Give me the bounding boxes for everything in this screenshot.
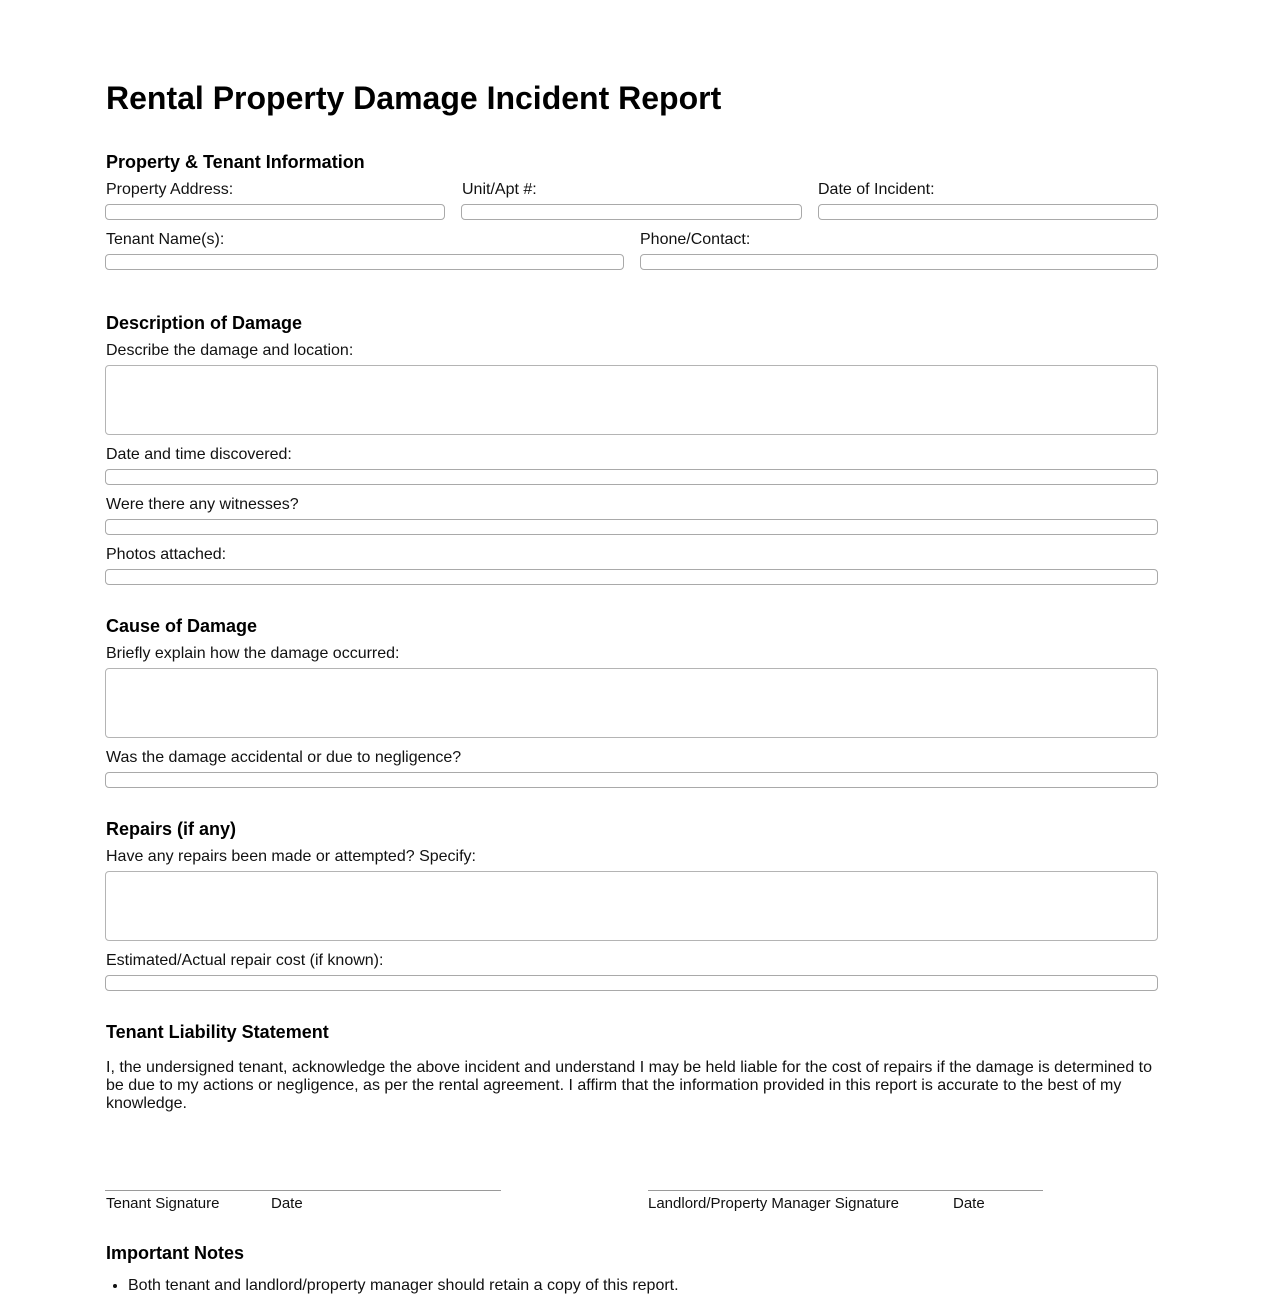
incident-date-input[interactable] <box>818 204 1158 220</box>
property-address-input[interactable] <box>105 204 445 220</box>
repairs-made-textarea[interactable] <box>105 871 1158 941</box>
tenant-date-label: Date <box>271 1195 303 1212</box>
unit-label: Unit/Apt #: <box>462 181 537 198</box>
tenant-name-input[interactable] <box>105 254 624 270</box>
repair-cost-label: Estimated/Actual repair cost (if known): <box>106 952 384 969</box>
cause-heading: Cause of Damage <box>106 616 258 636</box>
repair-cost-input[interactable] <box>105 975 1158 991</box>
cause-explain-label: Briefly explain how the damage occurred: <box>106 645 400 662</box>
incident-date-label: Date of Incident: <box>818 181 935 198</box>
cause-explain-textarea[interactable] <box>105 668 1158 738</box>
tenant-signature-label: Tenant Signature <box>106 1195 220 1212</box>
repairs-heading: Repairs (if any) <box>106 819 237 839</box>
describe-damage-textarea[interactable] <box>105 365 1158 435</box>
accidental-label: Was the damage accidental or due to negligence? <box>106 749 462 766</box>
discovered-label: Date and time discovered: <box>106 446 292 463</box>
landlord-date-label: Date <box>953 1195 985 1212</box>
description-heading: Description of Damage <box>106 313 303 333</box>
phone-input[interactable] <box>640 254 1158 270</box>
notes-heading: Important Notes <box>106 1243 245 1263</box>
property-tenant-heading: Property & Tenant Information <box>106 152 365 172</box>
property-address-label: Property Address: <box>106 181 234 198</box>
describe-damage-label: Describe the damage and location: <box>106 342 354 359</box>
liability-heading: Tenant Liability Statement <box>106 1022 329 1042</box>
liability-statement: I, the undersigned tenant, acknowledge the above incident and understand I may be held liable for the cost of repairs if the damage is determined to be due to my actions or negligence, as per the rental agreement. I affirm that the information provided in this report is accurate to the best of my knowledge. <box>106 1059 1152 1112</box>
landlord-signature-label: Landlord/Property Manager Signature <box>648 1195 899 1212</box>
landlord-signature-line[interactable] <box>648 1190 1043 1191</box>
discovered-input[interactable] <box>105 469 1158 485</box>
notes-list <box>106 1276 1178 1295</box>
repairs-made-label: Have any repairs been made or attempted? Specify: <box>106 848 476 865</box>
witnesses-label: Were there any witnesses? <box>106 496 299 513</box>
unit-input[interactable] <box>461 204 802 220</box>
note-item: • Both tenant and landlord/property manager should retain a copy of this report. <box>128 1276 1178 1295</box>
photos-input[interactable] <box>105 569 1158 585</box>
accidental-input[interactable] <box>105 772 1158 788</box>
page-title: Rental Property Damage Incident Report <box>106 80 722 116</box>
witnesses-input[interactable] <box>105 519 1158 535</box>
tenant-signature-line[interactable] <box>105 1190 501 1191</box>
tenant-name-label: Tenant Name(s): <box>106 231 225 248</box>
photos-label: Photos attached: <box>106 546 227 563</box>
phone-label: Phone/Contact: <box>640 231 751 248</box>
